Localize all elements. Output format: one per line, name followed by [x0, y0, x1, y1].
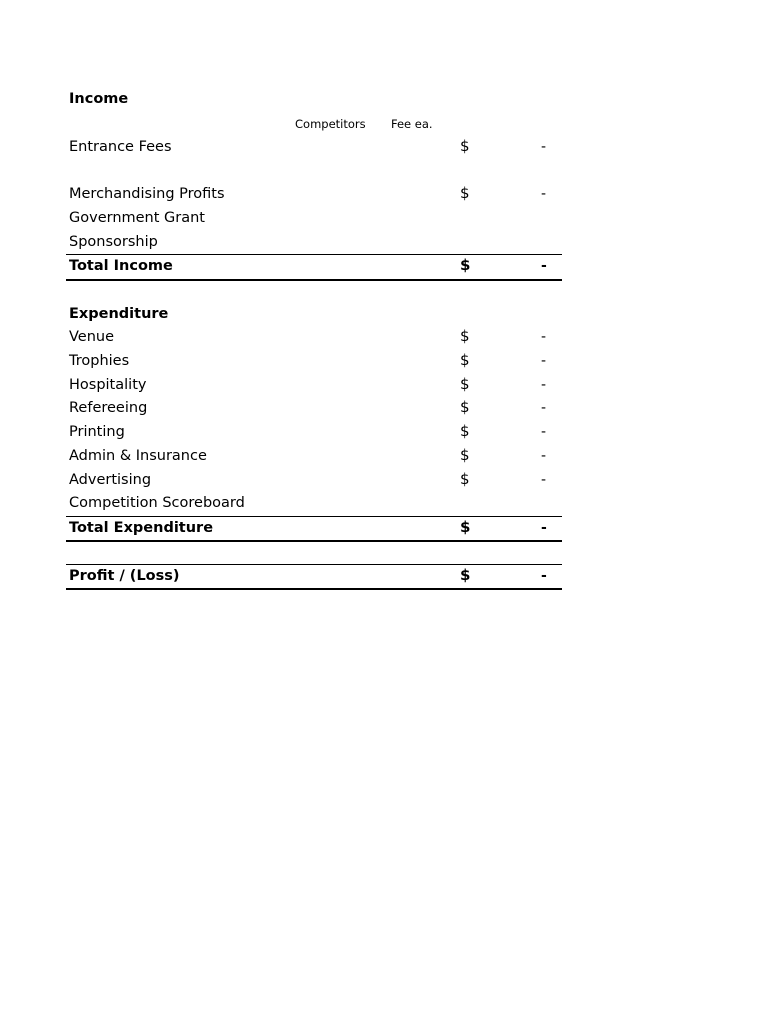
expenditure-heading: Expenditure — [69, 306, 169, 322]
double-border-line — [66, 588, 562, 590]
total-expenditure-amount: - — [541, 520, 547, 536]
fee-column-header: Fee ea. — [391, 117, 433, 131]
amount-value: - — [541, 400, 547, 416]
currency-symbol: $ — [460, 470, 470, 488]
profit-loss-label: Profit / (Loss) — [69, 568, 180, 584]
currency-symbol: $ — [460, 327, 470, 345]
currency-symbol: $ — [460, 422, 470, 440]
amount-value: - — [541, 139, 547, 155]
income-heading: Income — [69, 91, 129, 107]
row-label: Hospitality — [69, 377, 147, 393]
row-label: Venue — [69, 329, 115, 345]
double-border-line — [66, 279, 562, 281]
row-label: Competition Scoreboard — [69, 495, 245, 511]
currency-symbol: $ — [460, 351, 470, 369]
row-label: Refereeing — [69, 400, 148, 416]
row-label: Admin & Insurance — [69, 448, 207, 464]
row-label: Printing — [69, 424, 125, 440]
currency-symbol: $ — [460, 518, 471, 536]
amount-value: - — [541, 353, 547, 369]
total-income-amount: - — [541, 258, 547, 274]
amount-value: - — [541, 377, 547, 393]
currency-symbol: $ — [460, 375, 470, 393]
top-border-line — [66, 564, 562, 565]
currency-symbol: $ — [460, 446, 470, 464]
row-label: Merchandising Profits — [69, 186, 225, 202]
row-label: Advertising — [69, 472, 152, 488]
currency-symbol: $ — [460, 398, 470, 416]
currency-symbol: $ — [460, 184, 470, 202]
row-label: Sponsorship — [69, 234, 158, 250]
total-expenditure-label: Total Expenditure — [69, 520, 214, 536]
row-label: Government Grant — [69, 210, 205, 226]
amount-value: - — [541, 329, 547, 345]
profit-loss-amount: - — [541, 568, 547, 584]
competitors-column-header: Competitors — [295, 117, 366, 131]
top-border-line — [66, 516, 562, 517]
currency-symbol: $ — [460, 566, 471, 584]
amount-value: - — [541, 448, 547, 464]
currency-symbol: $ — [460, 256, 471, 274]
row-label: Trophies — [69, 353, 130, 369]
amount-value: - — [541, 472, 547, 488]
double-border-line — [66, 540, 562, 542]
total-income-label: Total Income — [69, 258, 173, 274]
top-border-line — [66, 254, 562, 255]
amount-value: - — [541, 186, 547, 202]
currency-symbol: $ — [460, 137, 470, 155]
amount-value: - — [541, 424, 547, 440]
row-label: Entrance Fees — [69, 139, 172, 155]
